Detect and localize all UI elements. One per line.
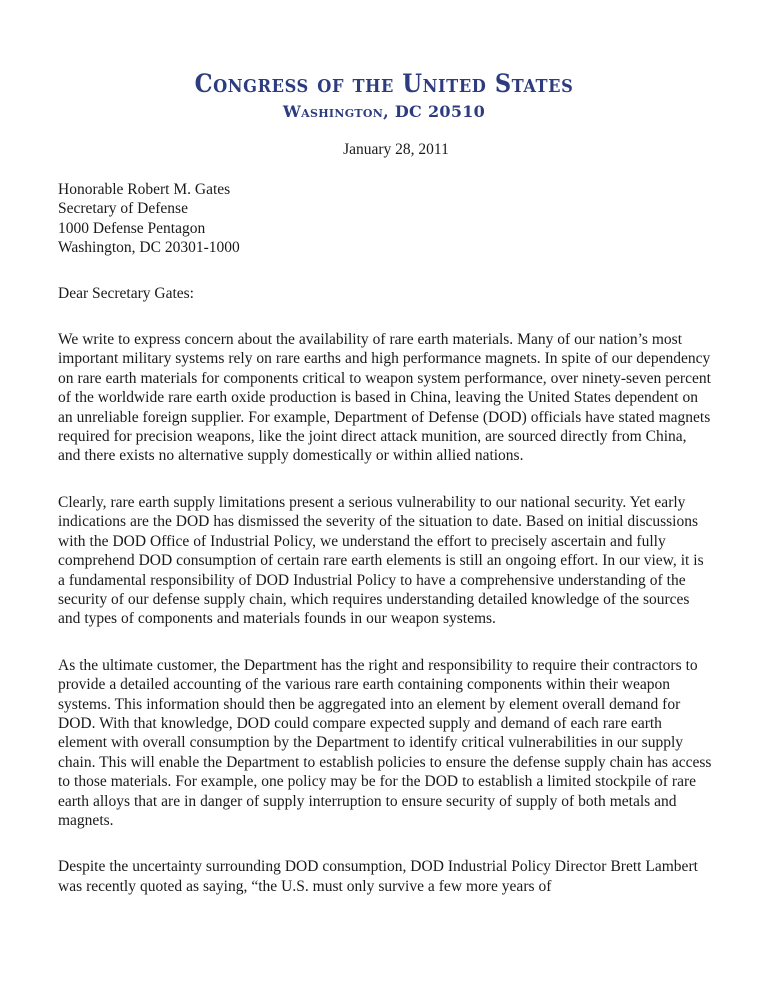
body-paragraph-4: Despite the uncertainty surrounding DOD consumption, DOD Industrial Policy Director Brett Lambert was recently quoted as saying, “the U.S. must only survive a few more years of [58, 858, 698, 895]
body-paragraph-3: As the ultimate customer, the Department has the right and responsibility to require their contractors to provide a detailed accounting of the various rare earth containing components within their weapon systems. This information should then be aggregated into an element by element overall demand for DOD. With that knowledge, DOD could compare expected supply and demand of each rare earth element with overall consumption by the Department to identify critical vulnerabilities in our supply chain. This will enable the Department to establish policies to ensure the defense supply chain has access to those materials. For example, one policy may be for the DOD to establish a limited stockpile of rare earth alloys that are in danger of supply interruption to ensure security of supply of both metals and magnets. [58, 656, 712, 829]
letter-date: January 28, 2011 [343, 140, 449, 158]
salutation: Dear Secretary Gates: [58, 284, 194, 302]
addressee-block [58, 180, 712, 258]
letterhead-title: Congress of the United States [194, 69, 574, 98]
addressee-title: Secretary of Defense [58, 200, 188, 218]
addressee-name: Honorable Robert M. Gates [58, 181, 231, 198]
letter-body [58, 180, 712, 896]
letterhead [0, 0, 768, 121]
body-paragraph-1: We write to express concern about the availability of rare earth materials. Many of our nation’s most important military systems rely on rare earths and high performance magnets. In spite of our dependency on rare earth materials for components critical to weapon system performance, over ninety-seven percent of the worldwide rare earth oxide production is based in China, leaving the United States dependent on an unreliable foreign supplier. For example, Department of Defense (DOD) officials have stated magnets required for precision weapons, like the joint direct attack munition, are sourced directly from China, and there exists no alternative supply domestically or within allied nations. [58, 331, 711, 465]
addressee-city-state-zip: Washington, DC 20301-1000 [58, 239, 240, 257]
letterhead-subtitle: Washington, DC 20510 [282, 101, 486, 121]
body-paragraph-2: Clearly, rare earth supply limitations present a serious vulnerability to our national security. Yet early indications are the DOD has dismissed the severity of the situation to date. Based on initial discussions with the DOD Office of Industrial Policy, we understand the effort to precisely ascertain and fully comprehend DOD consumption of certain rare earth elements is still an ongoing effort. In our view, it is a fundamental responsibility of DOD Industrial Policy to have a comprehensive understanding of the security of our defense supply chain, which requires understanding detailed knowledge of the sources and types of components and materials founds in our weapon systems. [58, 493, 704, 628]
addressee-street: 1000 Defense Pentagon [58, 219, 206, 237]
